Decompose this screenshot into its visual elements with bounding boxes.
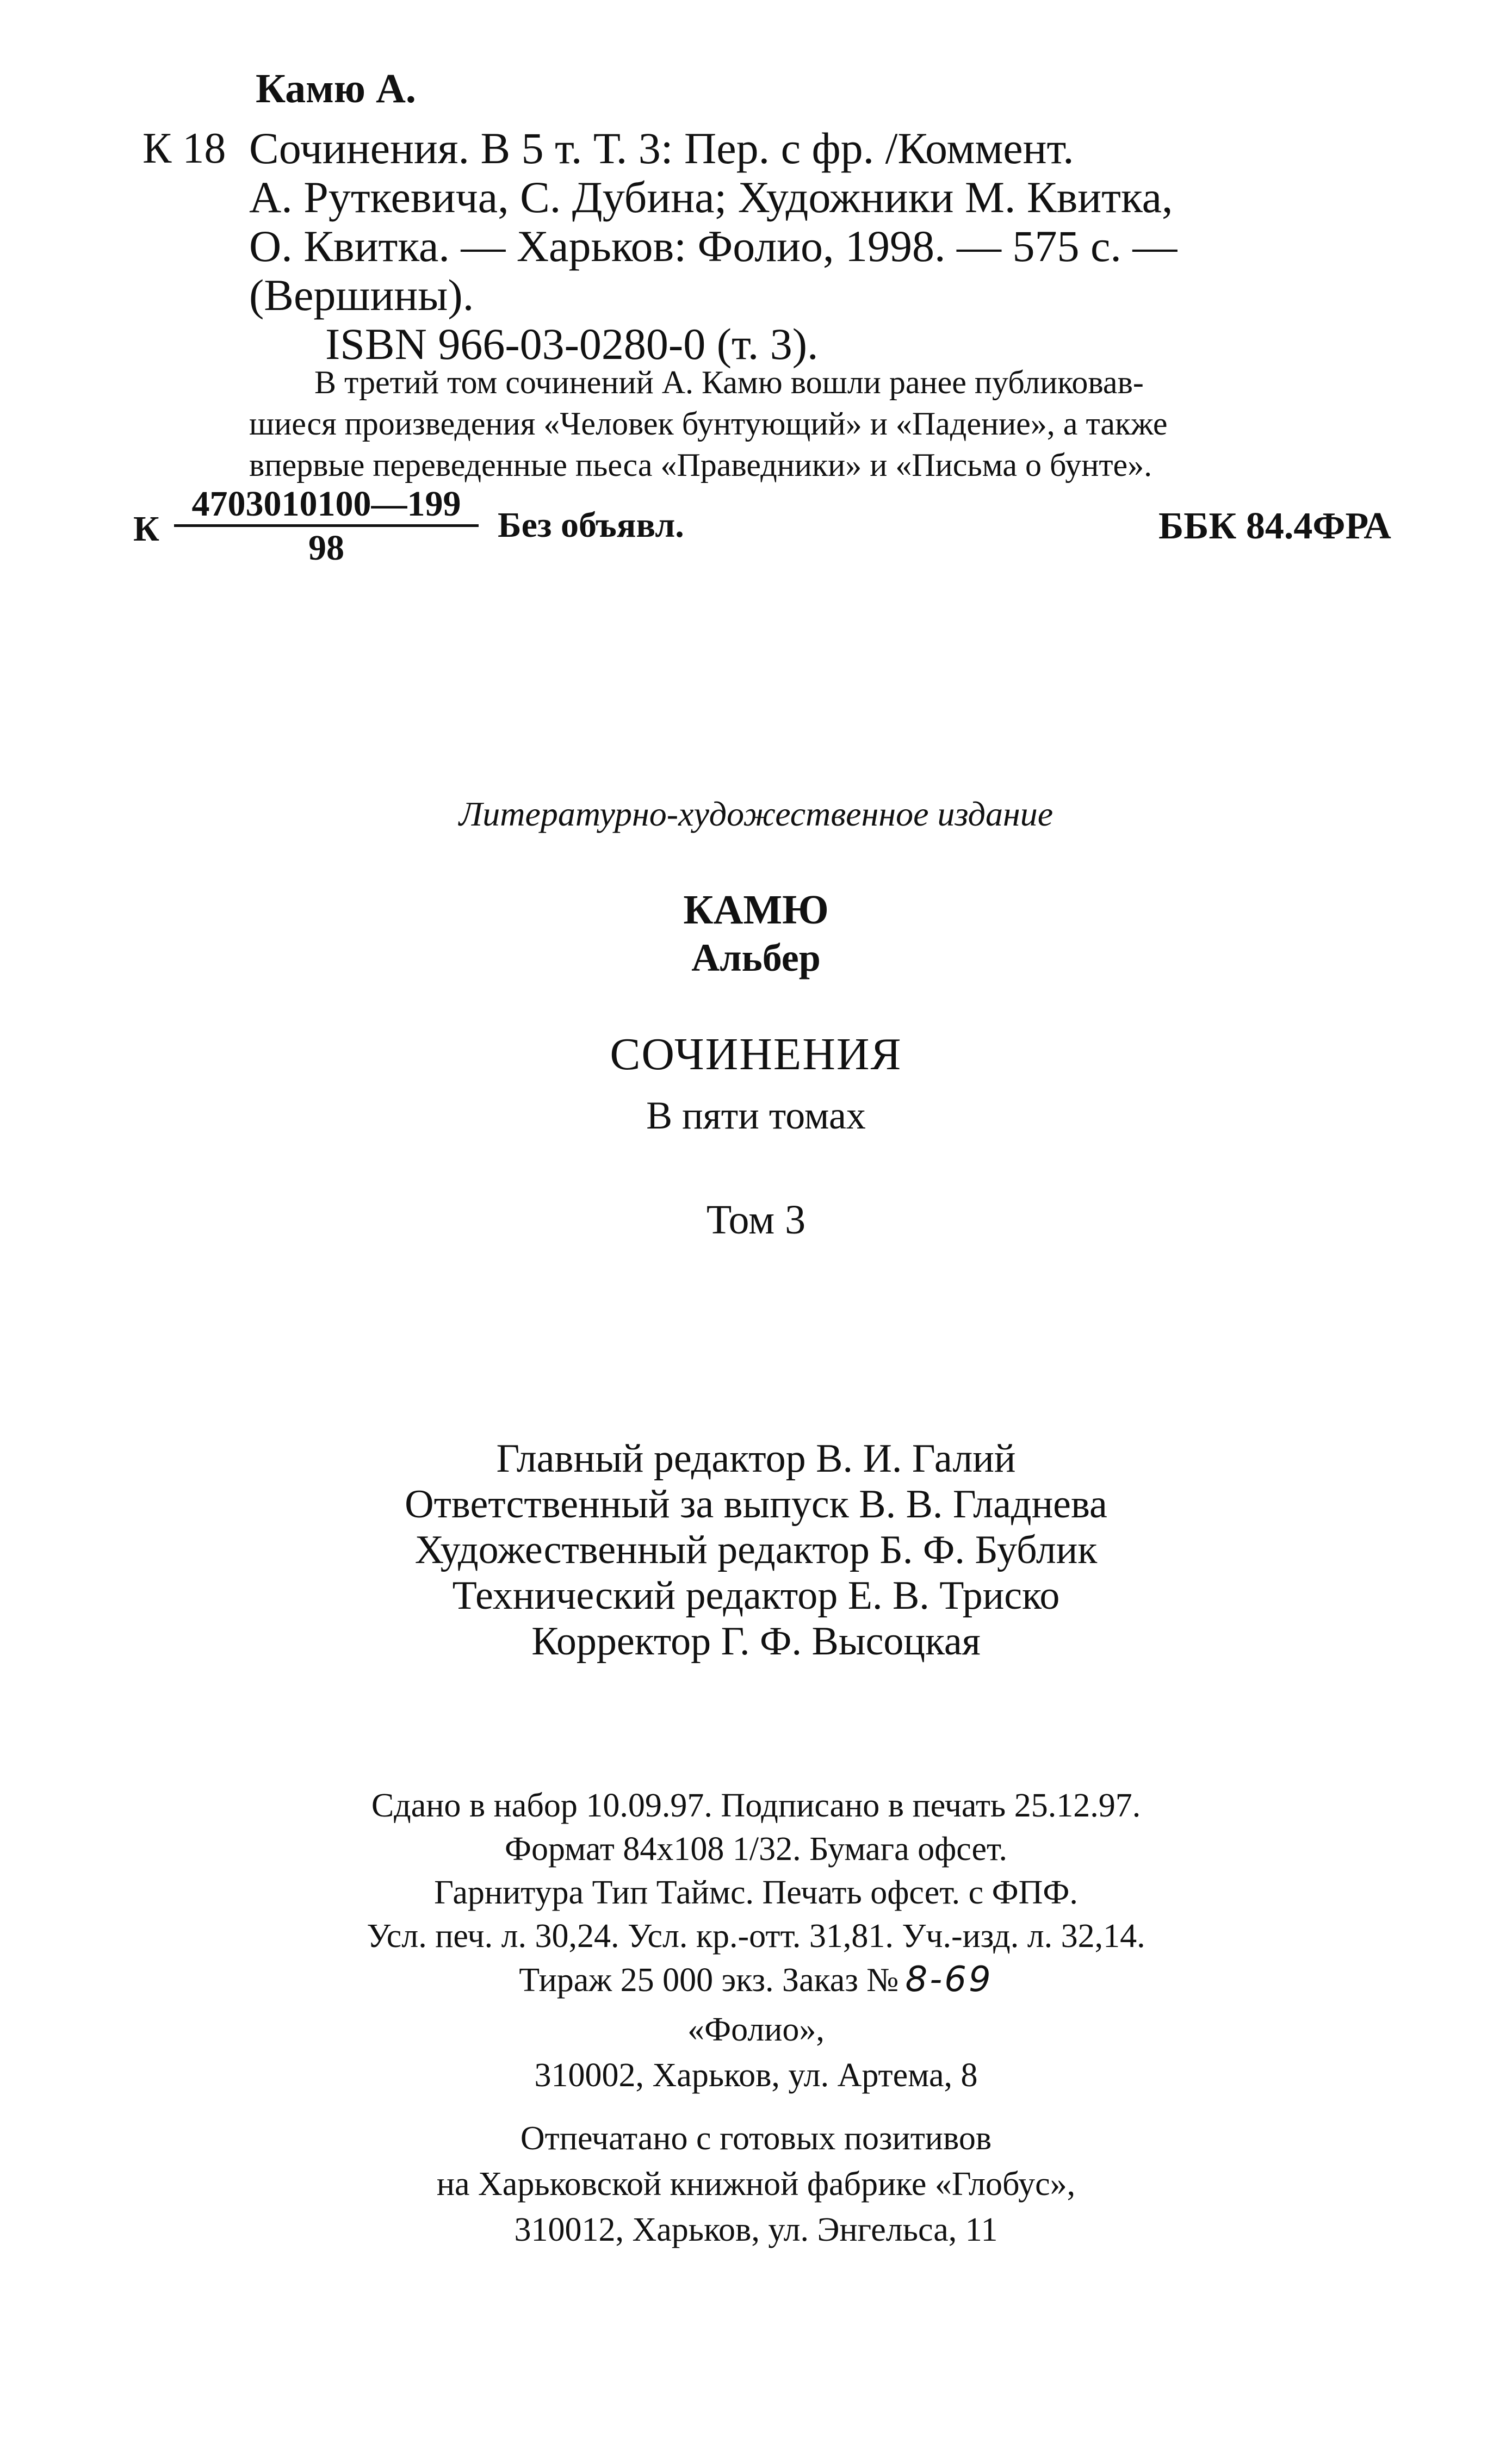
edition-type: Литературно-художественное издание: [458, 795, 1054, 833]
work-title: СОЧИНЕНИЯ: [610, 1029, 902, 1080]
volume-number: Том 3: [706, 1197, 806, 1243]
printer: [0, 2116, 1512, 2253]
run-order-prefix: Тираж 25 000 экз. Заказ №: [519, 1962, 899, 1999]
annotation-line: шиеся произведения «Человек бунтующий» и «Падение», а также: [249, 406, 1168, 442]
volumes-note: В пяти томах: [646, 1094, 866, 1137]
index-denominator: 98: [308, 528, 344, 568]
index-numerator: 4703010100—199: [174, 484, 479, 527]
author-surname: КАМЮ: [683, 887, 829, 933]
bibliographic-description: [249, 124, 1418, 369]
classification-code: К 18: [142, 125, 226, 172]
handwritten-order-number: 8-69: [905, 1960, 993, 2000]
imprint-line: Формат 84x108 1/32. Бумага офсет.: [504, 1831, 1007, 1868]
annotation-line: В третий том сочинений А. Камю вошли ранее публиковав-: [314, 364, 1144, 400]
description-line: А. Руткевича, С. Дубина; Художники М. Квитка,: [249, 172, 1173, 222]
credit-line: Художественный редактор Б. Ф. Бублик: [414, 1528, 1098, 1572]
description-line: (Вершины).: [249, 270, 474, 320]
bbk-code: ББК 84.4ФРА: [1158, 505, 1391, 547]
description-line: Сочинения. В 5 т. Т. 3: Пер. с фр. /Коммент.: [249, 123, 1074, 173]
index-letter: К: [133, 509, 159, 549]
publisher-address: 310002, Харьков, ул. Артема, 8: [534, 2057, 978, 2094]
imprint-line: Гарнитура Тип Таймс. Печать офсет. с ФПФ.: [434, 1874, 1078, 1911]
imprint: [0, 1784, 1512, 2002]
imprint-line: Сдано в набор 10.09.97. Подписано в печать 25.12.97.: [371, 1787, 1141, 1824]
credit-line: Технический редактор Е. В. Триско: [452, 1573, 1060, 1618]
author-first-name: Альбер: [691, 936, 821, 979]
catalog-author-heading: Камю А.: [256, 66, 416, 111]
index-fraction: [174, 484, 479, 569]
credits: [0, 1436, 1512, 1664]
run-order-line: [0, 1958, 1512, 2002]
isbn: ISBN 966-03-0280-0 (т. 3).: [325, 319, 819, 369]
publisher-name: «Фолио»,: [687, 2011, 825, 2048]
annotation-line: впервые переведенные пьеса «Праведники» и «Письма о бунте».: [249, 447, 1152, 483]
annotation: [249, 362, 1435, 486]
credit-line: Корректор Г. Ф. Высоцкая: [531, 1619, 981, 1664]
no-announcement: Без объявл.: [498, 505, 684, 545]
printer-line: 310012, Харьков, ул. Энгельса, 11: [514, 2211, 998, 2248]
imprint-line: Усл. печ. л. 30,24. Усл. кр.-отт. 31,81. Уч.-изд. л. 32,14.: [367, 1918, 1145, 1955]
printer-line: на Харьковской книжной фабрике «Глобус»,: [436, 2166, 1076, 2203]
description-line: О. Квитка. — Харьков: Фолио, 1998. — 575 с. —: [249, 221, 1178, 271]
printer-line: Отпечатано с готовых позитивов: [520, 2120, 992, 2157]
publisher: [0, 2007, 1512, 2098]
credit-line: Главный редактор В. И. Галий: [496, 1436, 1016, 1481]
credit-line: Ответственный за выпуск В. В. Гладнева: [405, 1482, 1107, 1527]
